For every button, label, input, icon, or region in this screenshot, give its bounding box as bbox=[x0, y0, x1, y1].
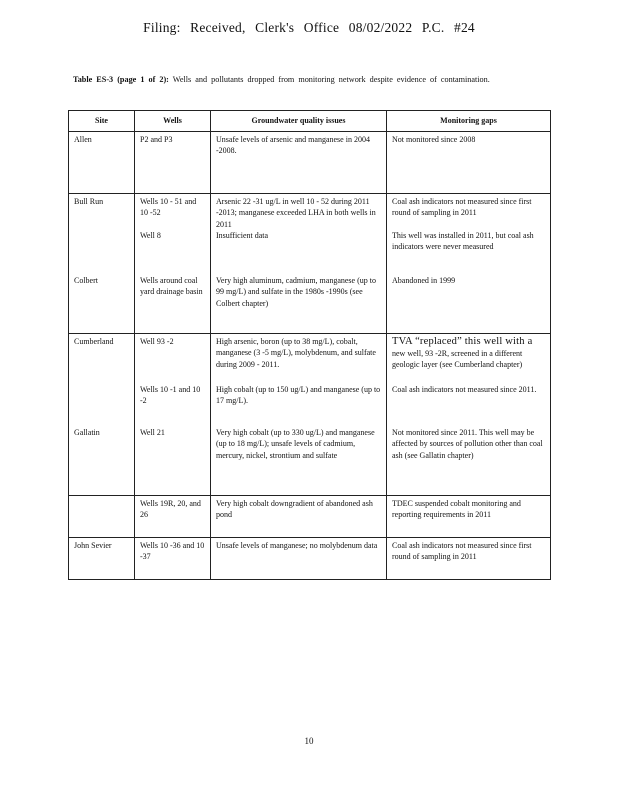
wells-cell bbox=[135, 132, 211, 194]
issues-cell bbox=[211, 496, 387, 538]
issues-entry: Very high cobalt downgradient of abandoned ash pond bbox=[216, 499, 373, 520]
table-caption bbox=[73, 74, 551, 85]
wells-entry: Well 8 bbox=[140, 231, 161, 240]
tva-replaced-lead: TVA “replaced” this well with a bbox=[392, 336, 533, 347]
wells-entry: P2 and P3 bbox=[140, 135, 173, 144]
caption-label: Table ES-3 (page 1 of 2): bbox=[73, 75, 169, 84]
gaps-entry: Not monitored since 2008 bbox=[392, 135, 476, 144]
wells-entry: Well 21 bbox=[140, 428, 165, 437]
gaps-cell bbox=[387, 334, 551, 496]
issues-entry: Very high cobalt (up to 330 ug/L) and manganese (up to 18 mg/L); unsafe levels of cadmium, mercury, nickel, strontium and sulfate bbox=[216, 428, 375, 460]
wells-entry: Wells 10 -1 and 10 -2 bbox=[140, 385, 201, 406]
site-cell bbox=[69, 334, 135, 496]
issues-entry: Arsenic 22 -31 ug/L in well 10 - 52 during 2011 -2013; manganese exceeded LHA in both wells in 2011 bbox=[216, 197, 376, 229]
site-entry: Colbert bbox=[74, 276, 98, 286]
table-row bbox=[69, 496, 551, 538]
caption-text: Wells and pollutants dropped from monitoring network despite evidence of contamination. bbox=[168, 75, 490, 84]
issues-entry: High arsenic, boron (up to 38 mg/L), cobalt, manganese (3 -5 mg/L), molybdenum, and sulfate during 2009 - 2011. bbox=[216, 337, 376, 369]
filing-header: Filing: Received, Clerk's Office 08/02/2022 P.C. #24 bbox=[143, 20, 475, 35]
gaps-cell bbox=[387, 132, 551, 194]
header-issues: Groundwater quality issues bbox=[211, 111, 387, 132]
issues-entry: Very high aluminum, cadmium, manganese (up to 99 mg/L) and sulfate in the 1980s -1990s (see Colbert chapter) bbox=[216, 276, 376, 308]
wells-cell bbox=[135, 334, 211, 496]
site-cell bbox=[69, 194, 135, 334]
table-row bbox=[69, 334, 551, 496]
wells-entry: Wells 10 -36 and 10 -37 bbox=[140, 541, 205, 562]
site-entry: Cumberland bbox=[74, 337, 114, 346]
gaps-entry: Coal ash indicators not measured since first round of sampling in 2011 bbox=[392, 197, 532, 218]
issues-cell bbox=[211, 334, 387, 496]
wells-entry: Wells 10 - 51 and 10 -52 bbox=[140, 197, 197, 218]
gaps-entry: TDEC suspended cobalt monitoring and reporting requirements in 2011 bbox=[392, 499, 521, 520]
gaps-entry: Abandoned in 1999 bbox=[392, 276, 456, 285]
replaced-well-note bbox=[392, 336, 545, 384]
header-wells: Wells bbox=[135, 111, 211, 132]
issues-cell bbox=[211, 132, 387, 194]
site-cell: Allen bbox=[69, 132, 135, 194]
gaps-cell bbox=[387, 538, 551, 580]
tva-replaced-rest: new well, 93 -2R, screened in a different geologic layer (see Cumberland chapter) bbox=[392, 349, 523, 370]
issues-entry: High cobalt (up to 150 ug/L) and manganese (up to 17 mg/L). bbox=[216, 385, 381, 406]
wells-entry: Wells around coal yard drainage basin bbox=[140, 276, 203, 297]
site-cell: John Sevier bbox=[69, 538, 135, 580]
wells-entry: Wells 19R, 20, and 26 bbox=[140, 499, 201, 520]
wells-cell bbox=[135, 194, 211, 334]
issues-cell bbox=[211, 194, 387, 334]
table-row bbox=[69, 194, 551, 334]
gaps-cell bbox=[387, 496, 551, 538]
page-number: 10 bbox=[304, 736, 314, 746]
table-header-row bbox=[69, 111, 551, 132]
table-row bbox=[69, 538, 551, 580]
wells-table bbox=[68, 110, 551, 580]
header-gaps: Monitoring gaps bbox=[387, 111, 551, 132]
gaps-entry: Not monitored since 2011. This well may be affected by sources of pollution other than coal ash (see Gallatin chapter) bbox=[392, 428, 543, 460]
issues-entry: Insufficient data bbox=[216, 231, 269, 240]
gaps-cell bbox=[387, 194, 551, 334]
table-row bbox=[69, 132, 551, 194]
header-site: Site bbox=[69, 111, 135, 132]
gaps-entry: This well was installed in 2011, but coal ash indicators were never measured bbox=[392, 231, 534, 252]
wells-entry: Well 93 -2 bbox=[140, 337, 174, 346]
wells-cell bbox=[135, 538, 211, 580]
issues-entry: Unsafe levels of manganese; no molybdenum data bbox=[216, 541, 378, 550]
site-entry: Bull Run bbox=[74, 197, 104, 206]
site-cell bbox=[69, 496, 135, 538]
wells-cell bbox=[135, 496, 211, 538]
gaps-entry: Coal ash indicators not measured since first round of sampling in 2011 bbox=[392, 541, 532, 562]
issues-cell bbox=[211, 538, 387, 580]
gaps-entry: Coal ash indicators not measured since 2011. bbox=[392, 385, 537, 394]
issues-entry: Unsafe levels of arsenic and manganese in 2004 -2008. bbox=[216, 135, 370, 156]
site-entry: Gallatin bbox=[74, 428, 100, 438]
